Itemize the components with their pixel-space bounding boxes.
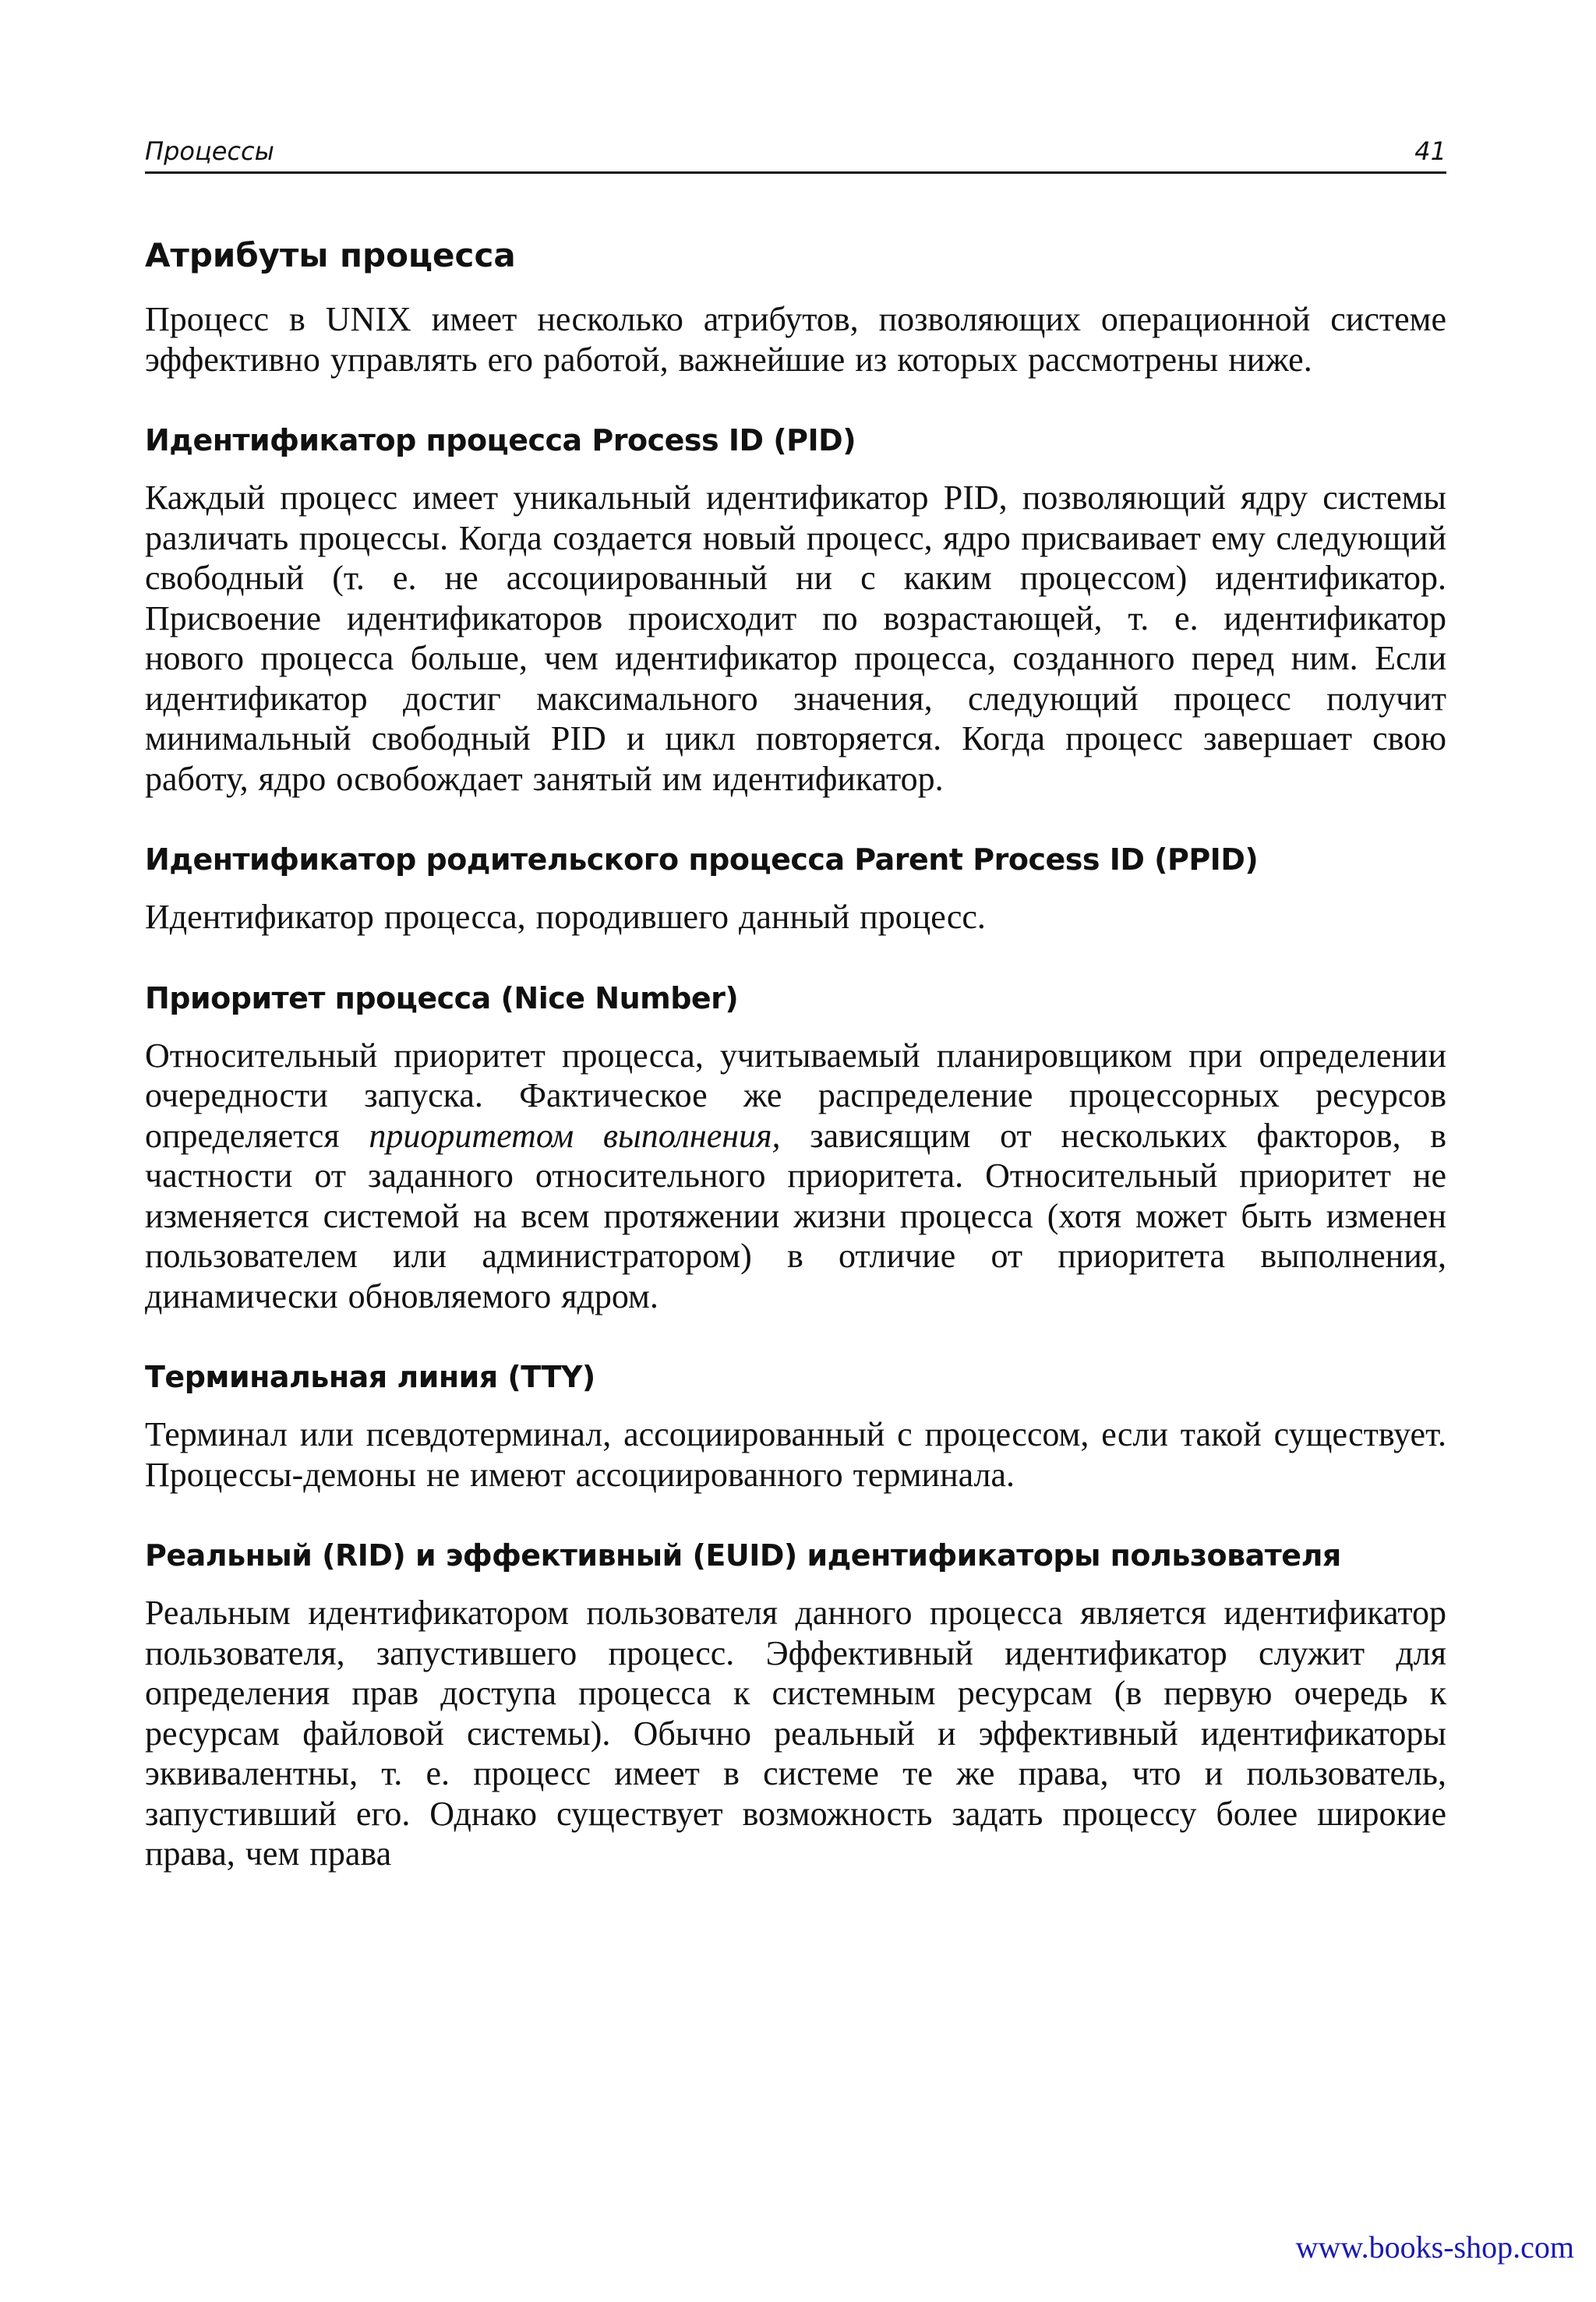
section-intro-paragraph: Процесс в UNIX имеет несколько атрибутов, позволяющих операционной системе эффективно управлять его работой, важнейшие из которых рассмотрены ниже.: [145, 300, 1446, 379]
paragraph-ppid: Идентификатор процесса, породившего данный процесс.: [145, 898, 986, 936]
paragraph-nice: [145, 1036, 1446, 1317]
subsection-title-pid: Идентификатор процесса Process ID (PID): [145, 423, 856, 457]
subsection-title-ppid: Идентификатор родительского процесса Parent Process ID (PPID): [145, 842, 1259, 877]
paragraph-nice-part-2: зависящим от нескольких факторов, в частности от заданного относительного приоритета. Относительный приоритет не изменяется системой на всем протяжении жизни процесса (хотя может быть изменен пользователем или администратором) в отличие от приоритета выполнения, динамически обновляемого ядром.: [145, 1116, 1447, 1315]
paragraph-tty: Терминал или псевдотерминал, ассоциированный с процессом, если такой существует. Процессы-демоны не имеют ассоциированного терминала.: [145, 1415, 1446, 1494]
subsection-title-rid-euid: Реальный (RID) и эффективный (EUID) идентификаторы пользователя: [145, 1538, 1341, 1573]
subsection-title-nice: Приоритет процесса (Nice Number): [145, 980, 739, 1015]
running-header: [145, 131, 1446, 174]
paragraph-pid: Каждый процесс имеет уникальный идентификатор PID, позволяющий ядру системы различать процессы. Когда создается новый процесс, ядро присваивает ему следующий свободный (т. е. не ассоциированный ни с каким процессом) идентификатор. Присвоение идентификаторов происходит по возрастающей, т. е. идентификатор нового процесса больше, чем идентификатор процесса, созданного перед ним. Если идентификатор достиг максимального значения, следующий процесс получит минимальный свободный PID и цикл повторяется. Когда процесс завершает свою работу, ядро освобождает занятый им идентификатор.: [145, 478, 1446, 798]
footer-website-link[interactable]: www.books-shop.com: [1295, 2230, 1574, 2265]
subsection-title-tty: Терминальная линия (TTY): [145, 1360, 595, 1394]
book-page: [145, 0, 1446, 2302]
paragraph-rid-euid: Реальным идентификатором пользователя данного процесса является идентификатор пользователя, запустившего процесс. Эффективный идентификатор служит для определения прав доступа процесса к системным ресурсам (в первую очередь к ресурсам файловой системы). Обычно реальный и эффективный идентификаторы эквивалентны, т. е. процесс имеет в системе те же права, что и пользователь, запустивший его. Однако существует возможность задать процессу более широкие права, чем права: [145, 1594, 1446, 1873]
section-title: Атрибуты процесса: [145, 236, 516, 274]
paragraph-nice-part-1: Относительный приоритет процесса, учитываемый планировщиком при определении очередности запуска. Фактическое же распределение процессорных ресурсов определяется: [145, 1036, 1446, 1155]
page-content: [145, 234, 1446, 1874]
emphasis-execution-priority: приоритетом выполнения,: [369, 1116, 781, 1155]
chapter-title: Процессы: [145, 136, 274, 166]
page-number: 41: [1414, 136, 1446, 166]
